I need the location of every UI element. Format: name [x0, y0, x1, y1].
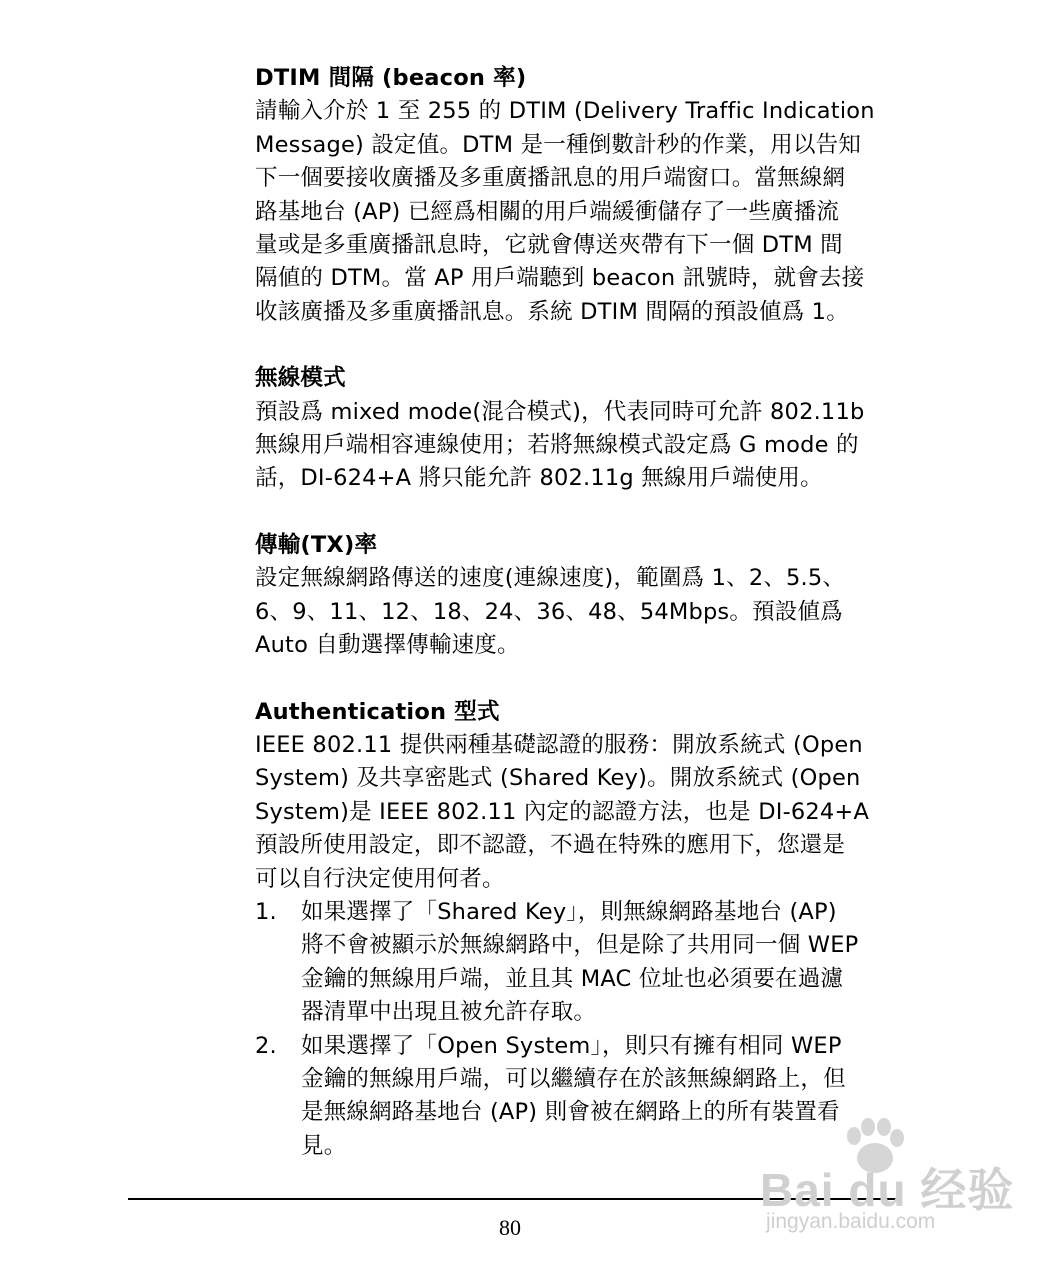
list-item-line: 如果選擇了「Shared Key」，則無線網路基地台 (AP)	[301, 898, 837, 925]
list-item-line: 如果選擇了「Open System」，則只有擁有相同 WEP	[301, 1032, 842, 1059]
list-item-line: 將不會被顯示於無線網路中，但是除了共用同一個 WEP	[301, 932, 859, 959]
paragraph-line: System) 及共享密匙式 (Shared Key)。開放系統式 (Open	[255, 765, 861, 792]
list-item-line: 金鑰的無線用戶端，可以繼續存在於該無線網路上，但	[301, 1065, 846, 1092]
paragraph-line: 預設所使用設定，即不認證，不過在特殊的應用下，您還是	[255, 832, 846, 859]
watermark-brand: Bai du 经验	[760, 1164, 1015, 1216]
list-item	[255, 896, 935, 1030]
section-heading: Authentication 型式	[255, 698, 500, 725]
list-item-number: 2.	[255, 1032, 277, 1059]
section-heading: DTIM 間隔 (beacon 率)	[255, 65, 527, 91]
list-item-text	[301, 896, 935, 1030]
list-item-line: 器清單中出現且被允許存取。	[301, 999, 597, 1026]
paragraph-line: 量或是多重廣播訊息時，它就會傳送夾帶有下一個 DTM 間	[255, 232, 843, 259]
page-number: 80	[499, 1215, 521, 1240]
paragraph-line: Auto 自動選擇傳輸速度。	[255, 632, 520, 659]
list-item-line: 金鑰的無線用戶端，並且其 MAC 位址也必須要在過濾	[301, 965, 844, 992]
paragraph-line: 隔値的 DTM。當 AP 用戶端聽到 beacon 訊號時，就會去接	[255, 265, 865, 292]
section-heading: 無線模式	[255, 365, 346, 392]
section-dtim-interval	[255, 62, 935, 329]
paragraph-line: IEEE 802.11 提供兩種基礎認證的服務：開放系統式 (Open	[255, 731, 863, 758]
paragraph-line: 收該廣播及多重廣播訊息。系統 DTIM 間隔的預設値爲 1。	[255, 298, 849, 325]
paragraph-line: 下一個要接收廣播及多重廣播訊息的用戶端窗口。當無線網	[255, 165, 846, 192]
paragraph-line: Message) 設定值。DTM 是一種倒數計秒的作業，用以告知	[255, 131, 862, 158]
paragraph-line: 路基地台 (AP) 已經爲相關的用戶端緩衝儲存了一些廣播流	[255, 198, 840, 225]
paragraph-line: 設定無線網路傳送的速度(連線速度)，範圍爲 1、2、5.5、	[255, 565, 846, 592]
section-tx-rate	[255, 529, 935, 663]
section-heading: 傳輸(TX)率	[255, 531, 378, 558]
list-item-number: 1.	[255, 898, 277, 925]
watermark-url: jingyan.baidu.com	[766, 1210, 936, 1233]
paragraph-line: 6、9、11、12、18、24、36、48、54Mbps。預設値爲	[255, 598, 843, 625]
paragraph-line: 無線用戶端相容連線使用；若將無線模式設定爲 G mode 的	[255, 432, 859, 459]
section-wireless-mode	[255, 362, 935, 496]
baidu-jingyan-watermark	[760, 1118, 1015, 1238]
list-item-line: 是無線網路基地台 (AP) 則會被在網路上的所有裝置看	[301, 1099, 840, 1126]
page-content	[255, 62, 935, 1196]
paragraph-line: 話，DI-624+A 將只能允許 802.11g 無線用戶端使用。	[255, 465, 823, 492]
paragraph-line: 請輸入介於 1 至 255 的 DTIM (Delivery Traffic Indication	[255, 98, 875, 125]
list-item-line: 見。	[301, 1132, 347, 1159]
paragraph-line: System)是 IEEE 802.11 內定的認證方法，也是 DI-624+A	[255, 798, 870, 825]
paragraph-line: 可以自行決定使用何者。	[255, 865, 505, 892]
paragraph-line: 預設爲 mixed mode(混合模式)，代表同時可允許 802.11b	[255, 398, 865, 425]
section-authentication-type	[255, 696, 935, 1164]
